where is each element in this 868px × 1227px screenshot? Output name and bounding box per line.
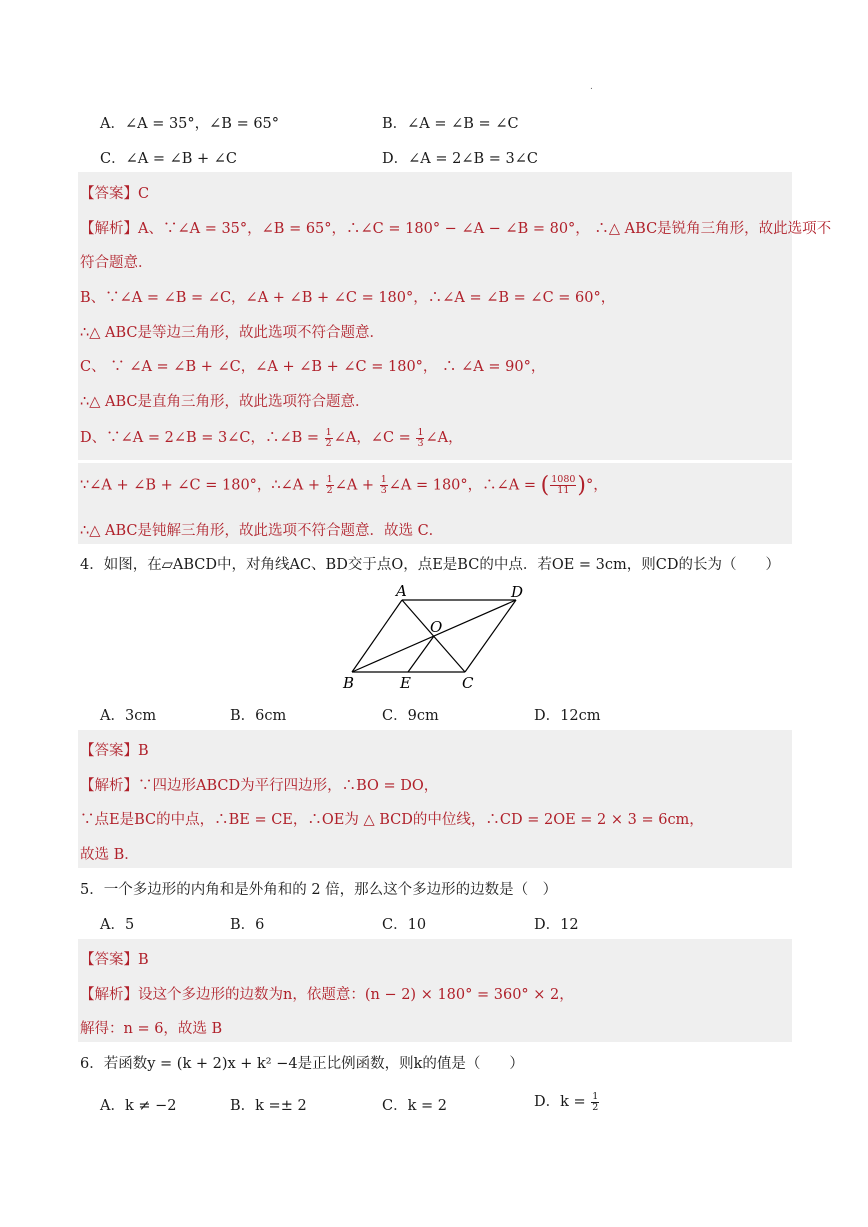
fraction-denominator: 3: [417, 437, 424, 449]
fraction: [416, 428, 424, 449]
fraction-numerator: 1: [380, 474, 387, 485]
q6-option-d-label: D．k =: [534, 1094, 591, 1110]
fraction: [326, 475, 334, 496]
q4-answer-box: [78, 730, 792, 868]
fraction-numerator: 1: [417, 426, 424, 438]
q6-option-c: C．k = 2: [382, 1098, 447, 1114]
q4-stem: 4．如图，在▱ABCD中，对角线AC、BD交于点O，点E是BC的中点．若OE = 3cm，则CD的长为（ ）: [80, 557, 780, 573]
vertex-label-d: D: [511, 583, 524, 601]
fraction-denominator: 3: [380, 485, 387, 496]
q6-stem: 6．若函数y = (k + 2)x + k² −4是正比例函数，则k的值是（ ）: [80, 1056, 524, 1072]
left-paren: (: [540, 473, 550, 498]
q3-analysis-line7: [80, 426, 463, 449]
q4-analysis-line3: 故选 B．: [80, 847, 139, 863]
fraction-denominator: 11: [557, 485, 570, 496]
fraction: [591, 1092, 599, 1113]
fraction: [380, 475, 388, 496]
q5-option-b: B．6: [230, 917, 265, 933]
q6-option-a: A．k ≠ −2: [100, 1098, 177, 1114]
q3-analysis-line2: 符合题意．: [80, 255, 153, 271]
q4-answer: 【答案】B: [80, 743, 149, 759]
q3-analysis-line3: B、∵∠A = ∠B = ∠C，∠A + ∠B + ∠C = 180°，∴∠A = ∠B = ∠C = 60°，: [80, 290, 616, 306]
vertex-label-a: A: [396, 582, 407, 600]
q5-option-c: C．10: [382, 917, 427, 933]
q3-analysis-line4: ∴△ ABC是等边三角形，故此选项不符合题意．: [80, 325, 384, 341]
q5-analysis-line2: 解得：n = 6，故选 B: [80, 1021, 223, 1037]
q3-answer: 【答案】C: [80, 186, 150, 202]
fraction-numerator: 1: [592, 1090, 599, 1102]
page-dot: .: [590, 82, 593, 92]
vertex-label-o: O: [430, 618, 443, 636]
q3-analysis-line1: 【解析】A、∵∠A = 35°，∠B = 65°，∴∠C = 180° − ∠A − ∠B = 80°， ∴△ ABC是锐角三角形，故此选项不: [80, 221, 832, 237]
fraction-denominator: 2: [326, 485, 333, 496]
q3-l8-d: °，: [586, 477, 608, 494]
vertex-label-b: B: [343, 674, 355, 692]
q4-option-d: D．12cm: [534, 708, 601, 724]
fraction-numerator: 1: [325, 426, 332, 438]
q3-l7-c: ∠A，: [425, 430, 463, 446]
q5-stem: 5．一个多边形的内角和是外角和的 2 倍，那么这个多边形的边数是（ ）: [80, 882, 558, 898]
q6-option-d: [534, 1090, 600, 1113]
q6-option-b: B．k =± 2: [230, 1098, 307, 1114]
fraction-denominator: 2: [325, 437, 332, 449]
q5-option-a: A．5: [100, 917, 135, 933]
q3-l8-b: ∠A +: [334, 477, 379, 494]
q3-l8-a: ∵∠A + ∠B + ∠C = 180°，∴∠A +: [80, 477, 325, 494]
q3-analysis-line9: ∴△ ABC是钝解三角形，故此选项不符合题意．故选 C．: [80, 523, 444, 539]
vertex-label-e: E: [400, 674, 411, 692]
vertex-label-c: C: [462, 674, 474, 692]
q3-l8-c: ∠A = 180°，∴∠A =: [388, 477, 541, 494]
q4-option-c: C．9cm: [382, 708, 439, 724]
q3-l7-b: ∠A，∠C =: [333, 430, 416, 446]
q5-analysis-line1: 【解析】设这个多边形的边数为n，依题意：(n − 2) × 180° = 360° × 2，: [80, 987, 574, 1003]
fraction: [550, 475, 576, 496]
q3-option-c: C．∠A = ∠B + ∠C: [100, 151, 237, 167]
q3-option-d: D．∠A = 2∠B = 3∠C: [382, 151, 538, 167]
right-paren: ): [577, 473, 587, 498]
q4-analysis-line2: ∵点E是BC的中点，∴BE = CE，∴OE为 △ BCD的中位线，∴CD = 2OE = 2 × 3 = 6cm，: [80, 812, 704, 828]
q4-option-b: B．6cm: [230, 708, 287, 724]
q5-answer: 【答案】B: [80, 952, 149, 968]
box-divider: [78, 460, 792, 463]
q3-analysis-line6: ∴△ ABC是直角三角形，故此选项符合题意．: [80, 394, 370, 410]
q4-analysis-line1: 【解析】∵四边形ABCD为平行四边形，∴BO = DO，: [80, 778, 439, 794]
q5-option-d: D．12: [534, 917, 579, 933]
q3-option-a: A．∠A = 35°，∠B = 65°: [100, 116, 280, 132]
fraction-denominator: 2: [592, 1101, 599, 1113]
q4-option-a: A．3cm: [100, 708, 157, 724]
q3-option-b: B．∠A = ∠B = ∠C: [382, 116, 519, 132]
q3-l7-a: D、∵∠A = 2∠B = 3∠C，∴∠B =: [80, 430, 324, 446]
fraction-numerator: 1080: [551, 474, 576, 485]
q3-analysis-line5: C、 ∵ ∠A = ∠B + ∠C，∠A + ∠B + ∠C = 180°， ∴ ∠A = 90°，: [80, 359, 546, 375]
fraction-numerator: 1: [326, 474, 333, 485]
q3-analysis-line8: [80, 473, 608, 498]
parallelogram-figure: [330, 580, 540, 695]
fraction: [325, 428, 333, 449]
